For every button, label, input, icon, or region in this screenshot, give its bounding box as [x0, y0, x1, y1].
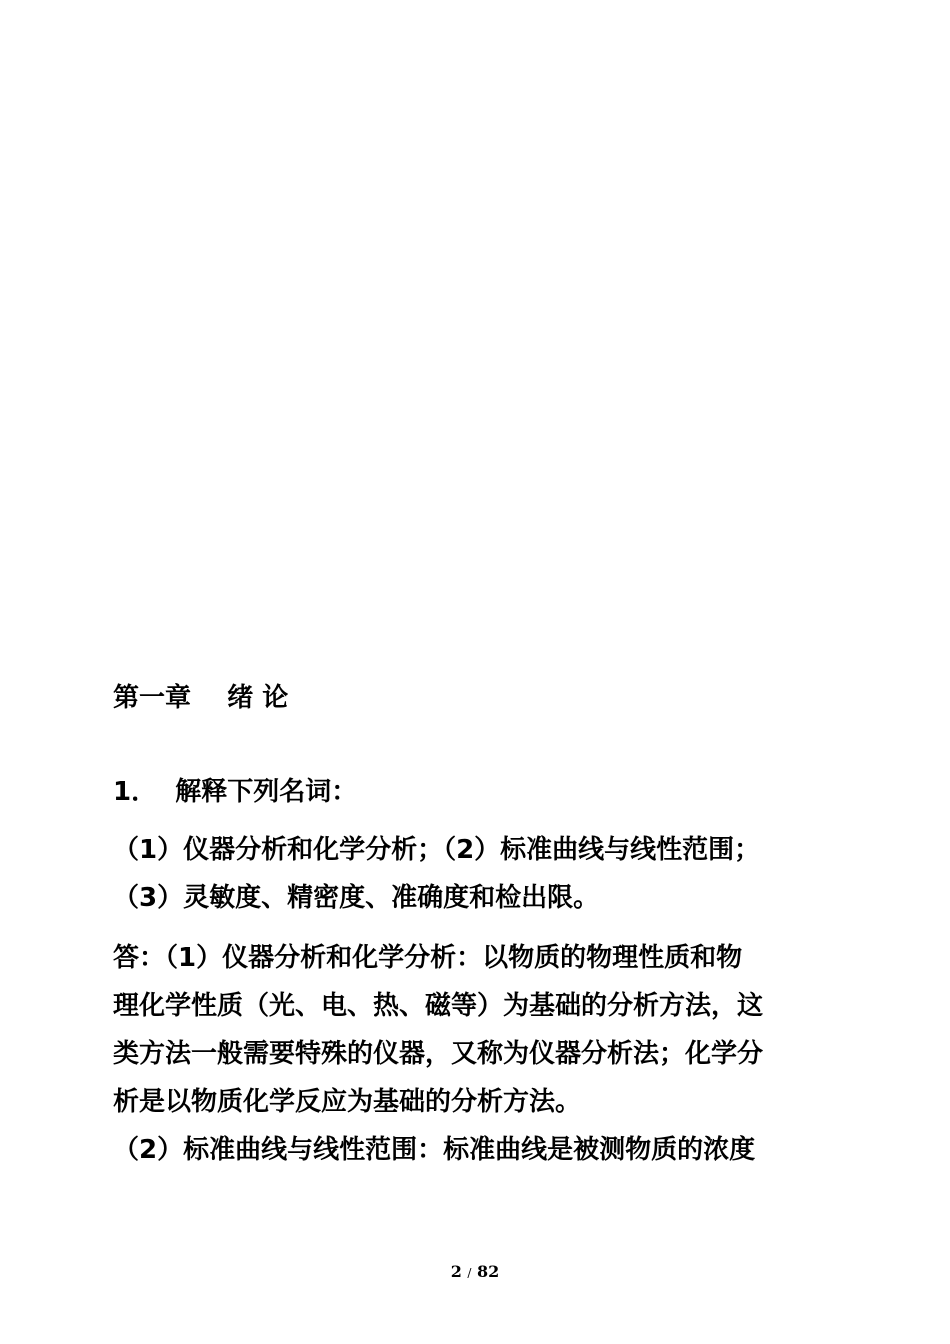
answer-line: 答：（1）仪器分析和化学分析：以物质的物理性质和物 [113, 943, 743, 973]
page-current: 2 [450, 1262, 462, 1281]
answer-line: （2）标准曲线与线性范围：标准曲线是被测物质的浓度 [113, 1135, 756, 1165]
sub-item-line: （1）仪器分析和化学分析；（2）标准曲线与线性范围； [113, 835, 761, 865]
page-content [113, 676, 873, 1174]
answer-line: 类方法一般需要特殊的仪器，又称为仪器分析法；化学分 [113, 1039, 764, 1069]
page-separator: / [467, 1266, 472, 1280]
sub-items [113, 826, 873, 922]
chapter-title: 第一章 绪 论 [113, 683, 289, 713]
answer-paragraph [113, 934, 873, 1174]
page-total: 82 [477, 1262, 500, 1281]
answer-line: 理化学性质（光、电、热、磁等）为基础的分析方法，这 [113, 991, 764, 1021]
question-label: 1． 解释下列名词： [113, 777, 358, 807]
page-number [0, 1260, 950, 1285]
sub-item-line: （3）灵敏度、精密度、准确度和检出限。 [113, 883, 600, 913]
answer-line: 析是以物质化学反应为基础的分析方法。 [113, 1087, 582, 1117]
